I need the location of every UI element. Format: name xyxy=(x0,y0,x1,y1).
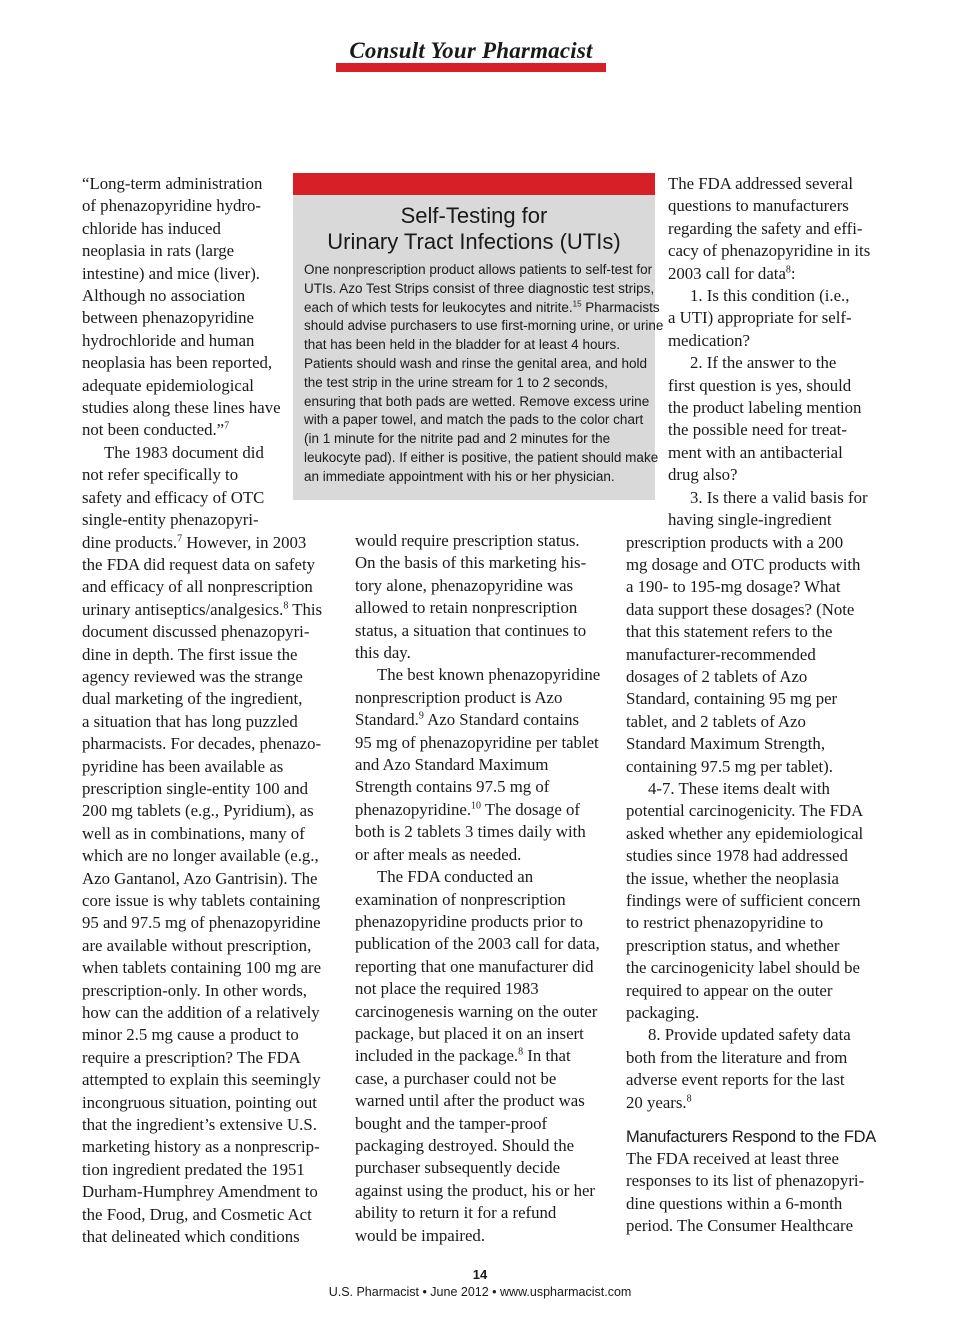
text-line: manufacturer-recommended xyxy=(626,644,816,664)
text-line: “Long-term administration xyxy=(82,174,263,193)
sidebar-title: Self-Testing for Urinary Tract Infections (UTIs) xyxy=(327,203,621,254)
text-line: Durham-Humphrey Amendment to xyxy=(82,1182,318,1202)
column-2 xyxy=(355,530,611,1247)
text-line: examination of nonprescription xyxy=(355,889,566,909)
text-line: publication of the 2003 call for data, xyxy=(355,934,600,954)
text-line: should advise purchasers to use first-morning urine, or urine xyxy=(304,318,664,334)
text-line: hydrochloride and human xyxy=(82,330,255,350)
citation: 7 xyxy=(177,532,183,544)
text-line: adequate epidemiological xyxy=(82,375,254,395)
text-line: phenazopyridine.$^{10}$ The dosage of xyxy=(355,799,580,819)
running-header xyxy=(336,36,606,72)
text-line: both from the literature and from xyxy=(626,1047,848,1067)
sidebar-body xyxy=(293,255,664,487)
text-line: that has been held in the bladder for at least 4 hours. xyxy=(304,337,620,353)
text-line: first question is yes, should xyxy=(668,375,852,395)
text-line: core issue is why tablets containing xyxy=(82,891,321,910)
text-line: intestine) and mice (liver). xyxy=(82,263,260,283)
text-line: Standard.$^9$ Azo Standard contains xyxy=(355,710,580,730)
text-line: pyridine has been available as xyxy=(82,756,284,776)
text-line: not place the required 1983 xyxy=(355,979,539,999)
text-line: tion ingredient predated the 1951 xyxy=(82,1159,305,1179)
text-line: are available without prescription, xyxy=(82,935,312,955)
text-line: the product labeling mention xyxy=(668,398,862,418)
text-line: Although no association xyxy=(82,286,246,306)
column-3 xyxy=(626,173,878,1238)
text-line: case, a purchaser could not be xyxy=(355,1068,557,1088)
text-line: not refer specifically to xyxy=(82,465,239,485)
text-line: reporting that one manufacturer did xyxy=(355,956,594,976)
text-line: the Food, Drug, and Cosmetic Act xyxy=(82,1204,312,1224)
text-line: packaging. xyxy=(626,1003,700,1023)
text-line: data support these dosages? (Note xyxy=(626,599,855,619)
text-line: The FDA received at least three xyxy=(626,1149,839,1169)
text-line: 8. Provide updated safety data xyxy=(648,1025,851,1045)
text-line: both is 2 tablets 3 times daily with xyxy=(355,822,586,842)
text-line: a 190- to 195-mg dosage? What xyxy=(626,577,841,597)
text-line: of phenazopyridine hydro- xyxy=(82,196,261,216)
text-line: document discussed phenazopyri- xyxy=(82,622,310,642)
page-footer xyxy=(0,1266,960,1300)
sidebar-box xyxy=(293,173,664,500)
text-line: marketing history as a nonprescrip- xyxy=(82,1137,320,1157)
text-line: prescription-only. In other words, xyxy=(82,980,307,1000)
text-line: Strength contains 97.5 mg of xyxy=(355,777,550,797)
text-line: adverse event reports for the last xyxy=(626,1070,845,1090)
text-line: that this statement refers to the xyxy=(626,622,833,642)
text-line: a situation that has long puzzled xyxy=(82,711,298,731)
text-line: dosages of 2 tablets of Azo xyxy=(626,666,808,686)
text-line: prescription status, and whether xyxy=(626,935,840,955)
text-line: regarding the safety and effi- xyxy=(668,218,863,238)
text-line: containing 97.5 mg per tablet). xyxy=(626,756,833,776)
text-line: require a prescription? The FDA xyxy=(82,1047,301,1067)
page-number: 14 xyxy=(472,1267,488,1282)
citation: 8 xyxy=(518,1046,524,1058)
text-line: safety and efficacy of OTC xyxy=(82,487,265,507)
text-line: urinary antiseptics/analgesics.$^8$ This xyxy=(82,599,323,619)
text-line: responses to its list of phenazopyri- xyxy=(626,1171,865,1191)
text-line: studies along these lines have xyxy=(82,398,281,418)
text-line: packaging destroyed. Should the xyxy=(355,1135,575,1155)
text-line: 2. If the answer to the xyxy=(690,353,837,373)
text-line: that delineated which conditions xyxy=(82,1227,300,1247)
text-line: 4-7. These items dealt with xyxy=(648,778,830,798)
text-line: allowed to retain nonprescription xyxy=(355,598,578,618)
text-line: which are no longer available (e.g., xyxy=(82,846,319,866)
text-line: single-entity phenazopyri- xyxy=(82,510,259,530)
citation: 9 xyxy=(418,710,424,722)
text-line: dine in depth. The first issue the xyxy=(82,644,298,664)
text-line: Standard, containing 95 mg per xyxy=(626,689,838,709)
text-line: warned until after the product was xyxy=(355,1091,585,1111)
text-line: neoplasia has been reported, xyxy=(82,353,273,373)
text-line: The 1983 document did xyxy=(104,442,264,462)
text-line: leukocyte pad). If either is positive, the patient should make xyxy=(304,449,659,465)
text-line: 20 years.$^8$ xyxy=(626,1092,692,1112)
text-line: dual marketing of the ingredient, xyxy=(82,689,303,709)
text-line: required to appear on the outer xyxy=(626,980,833,1000)
text-line: the issue, whether the neoplasia xyxy=(626,868,839,888)
text-line: asked whether any epidemiological xyxy=(626,823,864,843)
publication-line: U.S. Pharmacist • June 2012 • www.uspharmacist.com xyxy=(328,1285,632,1299)
text-line: pharmacists. For decades, phenazo- xyxy=(82,734,322,754)
text-line: 95 and 97.5 mg of phenazopyridine xyxy=(82,913,321,933)
text-line: The best known phenazopyridine xyxy=(377,665,601,685)
text-line: studies since 1978 had addressed xyxy=(626,846,848,866)
text-line: or after meals as needed. xyxy=(355,844,522,864)
text-line: would be impaired. xyxy=(355,1225,486,1245)
text-line: attempted to explain this seemingly xyxy=(82,1070,321,1090)
text-line: between phenazopyridine xyxy=(82,308,254,328)
citation: 10 xyxy=(471,800,482,812)
text-line: One nonprescription product allows patients to self-test for xyxy=(304,262,653,277)
text-line: the carcinogenicity label should be xyxy=(626,958,860,978)
text-line: 2003 call for data$^8$: xyxy=(668,263,796,283)
text-line: Patients should wash and rinse the genital area, and hold xyxy=(304,355,647,371)
text-line: included in the package.$^8$ In that xyxy=(355,1046,571,1066)
text-line: 1. Is this condition (i.e., xyxy=(690,286,850,306)
text-line: to restrict phenazopyridine to xyxy=(626,913,824,933)
text-line: how can the addition of a relatively xyxy=(82,1003,320,1023)
text-line: minor 2.5 mg cause a product to xyxy=(82,1025,299,1045)
text-line: dine products.$^7$ However, in 2003 xyxy=(82,532,307,552)
text-line: medication? xyxy=(668,330,751,350)
text-line: carcinogenesis warning on the outer xyxy=(355,1001,598,1021)
text-line: prescription single-entity 100 and xyxy=(82,778,309,798)
text-line: mg dosage and OTC products with xyxy=(626,554,861,574)
text-line: UTIs. Azo Test Strips consist of three diagnostic test strips, xyxy=(304,280,655,296)
text-line: questions to manufacturers xyxy=(668,196,849,216)
text-line: when tablets containing 100 mg are xyxy=(82,958,322,978)
text-line: ensuring that both pads are wetted. Remove excess urine xyxy=(304,393,650,409)
text-line: (in 1 minute for the nitrite pad and 2 minutes for the xyxy=(304,431,611,447)
text-line: and Azo Standard Maximum xyxy=(355,755,549,775)
citation: 8 xyxy=(785,264,791,276)
text-line: bought and the tamper-proof xyxy=(355,1113,548,1133)
text-line: purchaser subsequently decide xyxy=(355,1158,561,1178)
text-line: that the ingredient’s extensive U.S. xyxy=(82,1115,317,1135)
text-line: package, but placed it on an insert xyxy=(355,1023,584,1043)
text-line: nonprescription product is Azo xyxy=(355,687,563,707)
text-line: 95 mg of phenazopyridine per tablet xyxy=(355,732,599,752)
text-line: potential carcinogenicity. The FDA xyxy=(626,801,864,821)
text-line: this day. xyxy=(355,643,411,663)
text-line: The FDA addressed several xyxy=(668,174,854,193)
text-line: a UTI) appropriate for self- xyxy=(668,308,852,328)
text-line: ment with an antibacterial xyxy=(668,442,843,462)
text-line: dine questions within a 6-month xyxy=(626,1193,843,1213)
text-line: chloride has induced xyxy=(82,218,221,238)
text-line: findings were of sufficient concern xyxy=(626,891,861,910)
text-line: against using the product, his or her xyxy=(355,1180,596,1200)
section-heading: Manufacturers Respond to the FDA xyxy=(626,1128,876,1147)
text-line: the test strip in the urine stream for 1 to 2 seconds, xyxy=(304,374,608,390)
text-line: not been conducted.”$^7$ xyxy=(82,420,230,440)
text-line: well as in combinations, many of xyxy=(82,823,305,843)
text-line: 200 mg tablets (e.g., Pyridium), as xyxy=(82,801,314,821)
text-line: cacy of phenazopyridine in its xyxy=(668,241,871,261)
header-title: Consult Your Pharmacist xyxy=(349,38,593,63)
text-line: Azo Gantanol, Azo Gantrisin). The xyxy=(82,868,318,888)
text-line: period. The Consumer Healthcare xyxy=(626,1216,854,1236)
text-line: Standard Maximum Strength, xyxy=(626,734,826,754)
citation: 15 xyxy=(572,299,582,309)
citation: 7 xyxy=(224,420,230,432)
text-line: each of which tests for leukocytes and nitrite.$^{15}$ Pharmacists xyxy=(304,299,660,315)
text-line: an immediate appointment with his or her physician. xyxy=(304,468,615,484)
text-line: status, a situation that continues to xyxy=(355,620,587,640)
text-line: would require prescription status. xyxy=(355,531,580,550)
text-line: the possible need for treat- xyxy=(668,420,847,440)
text-line: tablet, and 2 tablets of Azo xyxy=(626,711,806,731)
text-line: neoplasia in rats (large xyxy=(82,241,235,261)
text-line: On the basis of this marketing his- xyxy=(355,553,587,573)
text-line: The FDA conducted an xyxy=(377,867,534,887)
sidebar-accent-bar xyxy=(293,173,655,195)
text-line: the FDA did request data on safety xyxy=(82,554,316,574)
citation: 8 xyxy=(283,600,289,612)
text-line: 3. Is there a valid basis for xyxy=(690,487,868,507)
text-line: ability to return it for a refund xyxy=(355,1203,557,1223)
text-line: drug also? xyxy=(668,465,738,485)
text-line: incongruous situation, pointing out xyxy=(82,1092,317,1112)
text-line: agency reviewed was the strange xyxy=(82,666,303,686)
text-line: with a paper towel, and match the pads to the color chart xyxy=(304,412,644,428)
text-line: and efficacy of all nonprescription xyxy=(82,577,313,597)
text-line: phenazopyridine products prior to xyxy=(355,911,583,931)
text-line: tory alone, phenazopyridine was xyxy=(355,575,574,595)
citation: 8 xyxy=(686,1093,692,1105)
text-line: having single-ingredient xyxy=(668,510,832,530)
text-line: prescription products with a 200 xyxy=(626,532,844,552)
